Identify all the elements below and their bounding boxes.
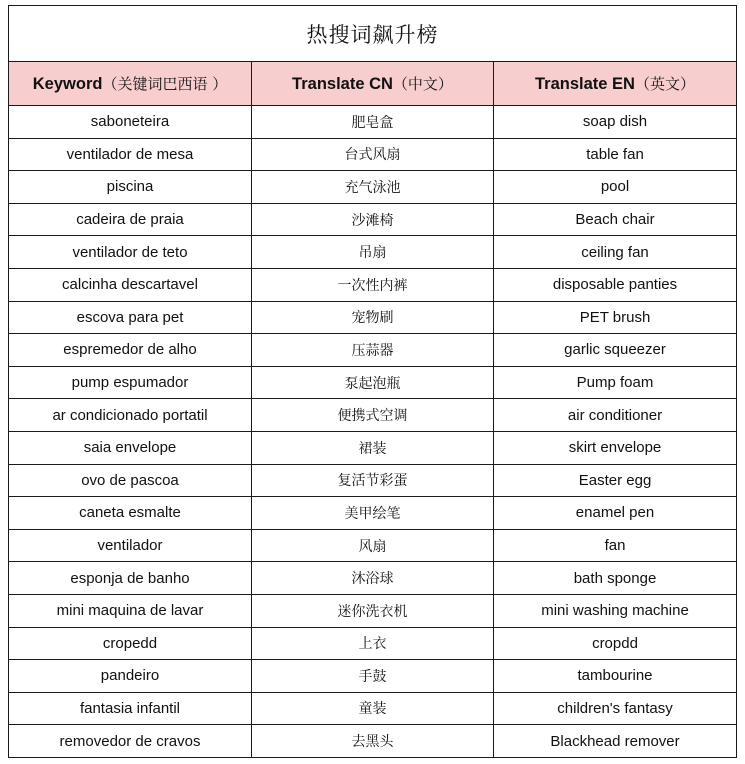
table-row xyxy=(9,464,737,497)
trending-keywords-table xyxy=(8,5,737,758)
header-translate-cn xyxy=(252,62,494,106)
translate-cn-cell: 台式风扇 xyxy=(252,138,494,171)
keyword-cell: piscina xyxy=(9,171,252,204)
keyword-cell: cropedd xyxy=(9,627,252,660)
table-title: 热搜词飙升榜 xyxy=(9,6,737,62)
keyword-cell: ventilador de teto xyxy=(9,236,252,269)
header-translate-cn-paren: （中文） xyxy=(392,75,453,93)
translate-cn-cell: 沐浴球 xyxy=(252,562,494,595)
table-row xyxy=(9,594,737,627)
header-translate-en xyxy=(494,62,737,106)
header-keyword xyxy=(9,62,252,106)
translate-cn-cell: 上衣 xyxy=(252,627,494,660)
keyword-cell: fantasia infantil xyxy=(9,692,252,725)
translate-cn-cell: 童装 xyxy=(252,692,494,725)
translate-en-cell: fan xyxy=(494,529,737,562)
translate-cn-cell: 沙滩椅 xyxy=(252,203,494,236)
translate-en-cell: mini washing machine xyxy=(494,594,737,627)
translate-cn-cell: 压蒜器 xyxy=(252,334,494,367)
translate-cn-cell: 去黑头 xyxy=(252,725,494,758)
translate-en-cell: Easter egg xyxy=(494,464,737,497)
table-body xyxy=(9,106,737,758)
table-row xyxy=(9,366,737,399)
table-row xyxy=(9,562,737,595)
translate-cn-cell: 美甲绘笔 xyxy=(252,497,494,530)
keyword-cell: espremedor de alho xyxy=(9,334,252,367)
table-row xyxy=(9,301,737,334)
translate-cn-cell: 裙装 xyxy=(252,431,494,464)
keyword-cell: pump espumador xyxy=(9,366,252,399)
translate-cn-cell: 吊扇 xyxy=(252,236,494,269)
translate-en-cell: cropdd xyxy=(494,627,737,660)
translate-en-cell: skirt envelope xyxy=(494,431,737,464)
keyword-cell: esponja de banho xyxy=(9,562,252,595)
table-row xyxy=(9,431,737,464)
translate-en-cell: Blackhead remover xyxy=(494,725,737,758)
translate-cn-cell: 复活节彩蛋 xyxy=(252,464,494,497)
translate-en-cell: garlic squeezer xyxy=(494,334,737,367)
table-row xyxy=(9,529,737,562)
keyword-cell: ventilador xyxy=(9,529,252,562)
translate-en-cell: soap dish xyxy=(494,106,737,139)
translate-cn-cell: 一次性内裤 xyxy=(252,268,494,301)
header-keyword-paren: （关键词巴西语 ） xyxy=(102,75,228,93)
translate-en-cell: children's fantasy xyxy=(494,692,737,725)
keyword-cell: ar condicionado portatil xyxy=(9,399,252,432)
table-row xyxy=(9,268,737,301)
table-row xyxy=(9,236,737,269)
translate-cn-cell: 充气泳池 xyxy=(252,171,494,204)
translate-cn-cell: 宠物刷 xyxy=(252,301,494,334)
title-row xyxy=(9,6,737,62)
keyword-cell: ventilador de mesa xyxy=(9,138,252,171)
keyword-cell: mini maquina de lavar xyxy=(9,594,252,627)
keyword-cell: ovo de pascoa xyxy=(9,464,252,497)
translate-cn-cell: 迷你洗衣机 xyxy=(252,594,494,627)
header-row xyxy=(9,62,737,106)
table-row xyxy=(9,334,737,367)
translate-en-cell: table fan xyxy=(494,138,737,171)
table-row xyxy=(9,627,737,660)
translate-cn-cell: 泵起泡瓶 xyxy=(252,366,494,399)
translate-en-cell: pool xyxy=(494,171,737,204)
keyword-cell: pandeiro xyxy=(9,660,252,693)
header-translate-en-paren: （英文） xyxy=(634,75,695,93)
header-translate-en-main: Translate EN xyxy=(535,75,635,93)
translate-en-cell: enamel pen xyxy=(494,497,737,530)
keyword-cell: removedor de cravos xyxy=(9,725,252,758)
translate-cn-cell: 便携式空调 xyxy=(252,399,494,432)
translate-en-cell: bath sponge xyxy=(494,562,737,595)
translate-en-cell: ceiling fan xyxy=(494,236,737,269)
table-row xyxy=(9,399,737,432)
translate-cn-cell: 手鼓 xyxy=(252,660,494,693)
table-row xyxy=(9,203,737,236)
keyword-table-container xyxy=(8,5,736,758)
header-translate-cn-main: Translate CN xyxy=(292,75,393,93)
table-row xyxy=(9,497,737,530)
keyword-cell: caneta esmalte xyxy=(9,497,252,530)
table-row xyxy=(9,725,737,758)
translate-en-cell: PET brush xyxy=(494,301,737,334)
keyword-cell: saboneteira xyxy=(9,106,252,139)
translate-en-cell: disposable panties xyxy=(494,268,737,301)
keyword-cell: cadeira de praia xyxy=(9,203,252,236)
table-row xyxy=(9,692,737,725)
keyword-cell: escova para pet xyxy=(9,301,252,334)
translate-en-cell: tambourine xyxy=(494,660,737,693)
header-keyword-main: Keyword xyxy=(32,75,103,93)
translate-en-cell: air conditioner xyxy=(494,399,737,432)
table-row xyxy=(9,138,737,171)
table-row xyxy=(9,660,737,693)
keyword-cell: calcinha descartavel xyxy=(9,268,252,301)
table-row xyxy=(9,171,737,204)
translate-cn-cell: 肥皂盒 xyxy=(252,106,494,139)
translate-cn-cell: 风扇 xyxy=(252,529,494,562)
table-row xyxy=(9,106,737,139)
translate-en-cell: Pump foam xyxy=(494,366,737,399)
keyword-cell: saia envelope xyxy=(9,431,252,464)
translate-en-cell: Beach chair xyxy=(494,203,737,236)
